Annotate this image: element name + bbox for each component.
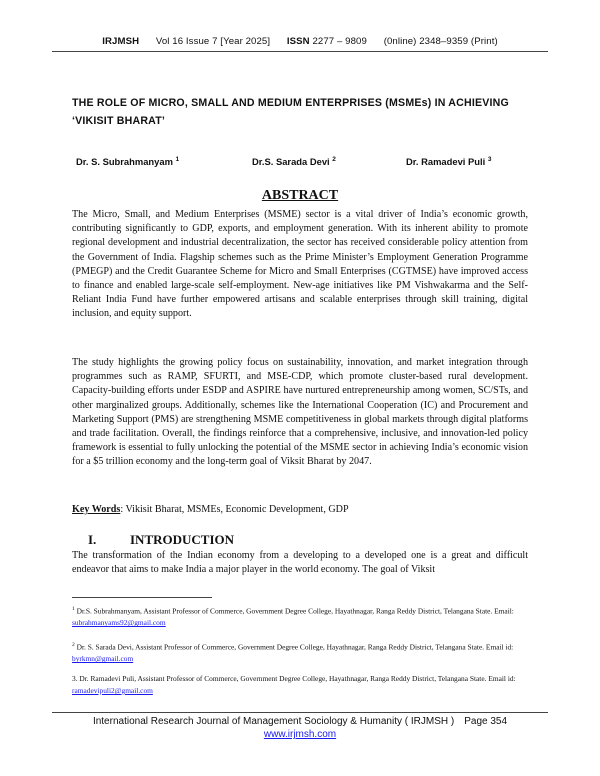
footnote-1-text: Dr.S. Subrahmanyam, Assistant Professor of Commerce, Government Degree College, Hayathnagar, Ranga Reddy District, Telangana State. Email: — [76, 606, 514, 616]
footnote-3 — [72, 673, 530, 697]
author-3 — [406, 156, 491, 167]
section-heading — [88, 532, 234, 548]
running-header — [0, 36, 600, 47]
author-2-name: Dr.S. Sarada Devi — [252, 156, 330, 168]
journal-abbrev: IRJMSH — [102, 36, 140, 47]
running-footer — [0, 715, 600, 741]
issn-print: (0nline) 2348–9359 (Print) — [383, 36, 498, 47]
keywords-label: Key Words — [72, 504, 121, 515]
footnote-3-text: Dr. Ramadevi Puli, Assistant Professor of Commerce, Government Degree College, Hayathnagar, Ranga Reddy District, Telangana State. Email id: — [79, 674, 516, 683]
abstract-paragraph-1: The Micro, Small, and Medium Enterprises (MSME) sector is a vital driver of India’s economic growth, contributing significantly to GDP, exports, and employment generation. With its inherent ability to promote regional development and industrial decentralization, the sector has received considerable policy attention from the Government of India. Flagship schemes such as the Prime Minister’s Employment Generation Programme (PMEGP) and the Credit Guarantee Scheme for Micro and Small Enterprises (CGTMSE) have improved access to finance and enabled large-scale self-employment. New-age initiatives like PM Vishwakarma and the Self-Reliant India Fund have further empowered artisans and scalable enterprises through skill training, digital inclusion, and equity support. — [72, 209, 528, 320]
author-1-name: Dr. S. Subrahmanyam — [76, 156, 173, 168]
footnote-2-mark: 2 — [72, 642, 75, 648]
footnote-2-text: Dr. S. Sarada Devi, Assistant Professor of Commerce, Government Degree College, Hayathnagar, Ranga Reddy District, Telangana State. Email id: — [76, 642, 514, 652]
author-2 — [252, 156, 336, 167]
keywords-text: : Vikisit Bharat, MSMEs, Economic Development, GDP — [120, 504, 349, 515]
footnote-3-mark: 3. — [72, 674, 78, 683]
intro-paragraph: The transformation of the Indian economy from a developing to a developed one is a great and difficult endeavor that aims to make India a major player in the world economy. The goal of Viksit — [72, 550, 528, 576]
volume-issue: Vol 16 Issue 7 [Year 2025] — [155, 36, 271, 47]
section-title: INTRODUCTION — [130, 532, 235, 547]
footer-journal: International Research Journal of Management Sociology & Humanity ( IRJMSH ) — [92, 716, 455, 727]
author-1-mark: 1 — [175, 156, 180, 163]
abstract-paragraph-2: The study highlights the growing policy focus on sustainability, innovation, and market integration through programmes such as RAMP, SFURTI, and MSE-CDP, which promote cluster-based rural development. Capacity-building efforts under ESDP and ASPIRE have nurtured entrepreneurship among women, SC/STs, and other marginalized groups. Additionally, schemes like the International Cooperation (IC) and Procurement and Marketing Support (PMS) are strengthening MSME competitiveness in global markets through digital platforms and trade facilitation. Overall, the findings reinforce that a comprehensive, inclusive, and innovation-led policy framework is essential to fully unlocking the potential of the MSME sector in achieving India’s economic vision for a $5 trillion economy and the long-term goal of Viksit Bharat by 2047. — [72, 357, 528, 468]
section-number: I. — [88, 532, 97, 547]
footnote-divider — [72, 597, 212, 598]
footer-divider — [52, 712, 548, 713]
website-link[interactable]: www.irjmsh.com — [263, 729, 337, 740]
issn-label: ISSN — [286, 36, 310, 47]
footnote-2 — [72, 639, 530, 665]
header-divider — [52, 51, 548, 52]
paper-title: THE ROLE OF MICRO, SMALL AND MEDIUM ENTERPRISES (MSMEs) IN ACHIEVING ‘VIKISIT BHARAT’ — [72, 97, 509, 127]
footnote-2-email-link[interactable]: byrkmn@gmail.com — [72, 654, 134, 664]
footnote-1-mark: 1 — [72, 606, 75, 612]
footnote-3-email-link[interactable]: ramadevipuli2@gmail.com — [72, 686, 153, 695]
author-3-mark: 3 — [487, 156, 492, 163]
page-number: Page 354 — [464, 716, 508, 727]
keywords — [72, 504, 349, 515]
issn-online: 2277 – 9809 — [312, 36, 367, 47]
author-3-name: Dr. Ramadevi Puli — [406, 156, 486, 168]
footnote-1-email-link[interactable]: subrahmanyams92@gmail.com — [72, 618, 166, 628]
abstract-heading: ABSTRACT — [261, 188, 339, 203]
author-1 — [76, 156, 179, 167]
author-2-mark: 2 — [332, 156, 336, 163]
footnote-1 — [72, 603, 530, 629]
